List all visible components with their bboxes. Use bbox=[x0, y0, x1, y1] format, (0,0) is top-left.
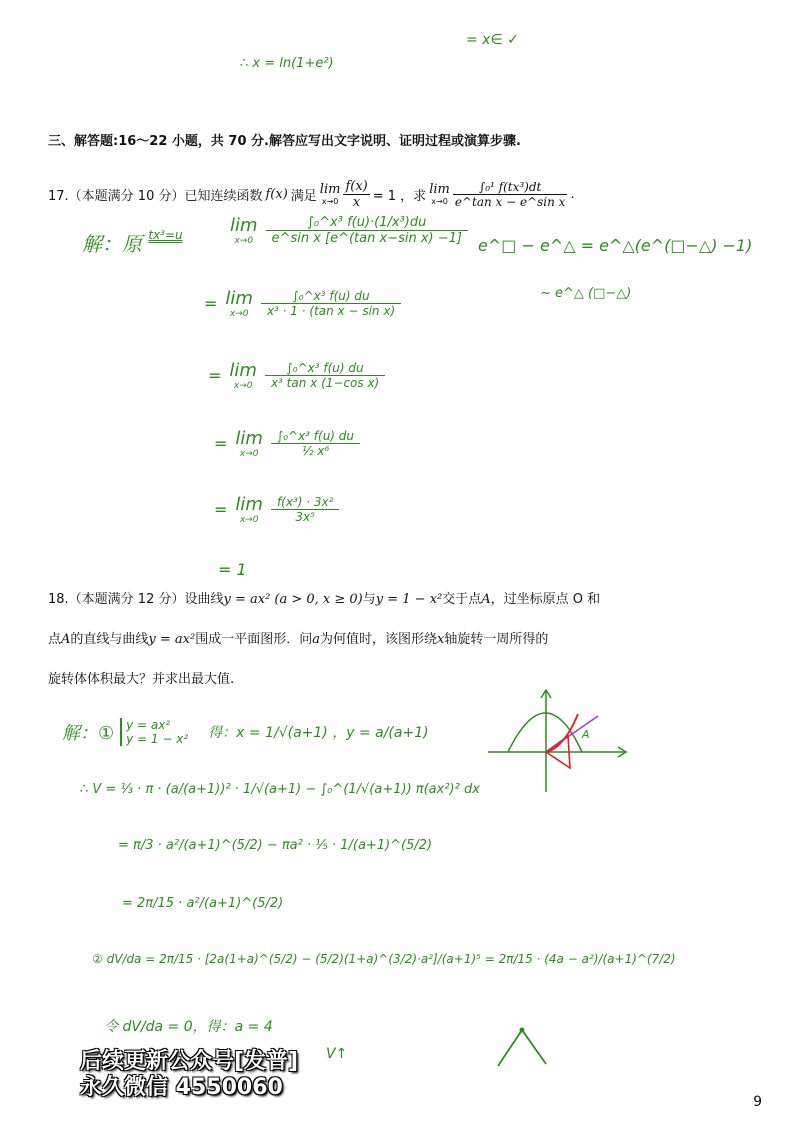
question-18-line1: 18.（本题满分 12 分）设曲线y = ax² (a > 0, x ≥ 0)与y = 1 − x²交于点A，过坐标原点 O 和 bbox=[48, 592, 601, 607]
section-heading: 三、解答题:16～22 小题，共 70 分.解答应写出文字说明、证明过程或演算步骤. bbox=[48, 134, 521, 149]
graph-parabola-down bbox=[508, 713, 582, 752]
q17-step4: = lim x→0 $\frac{\text{∫₀\textasciicircum{}x³ f(u) du}}{\text{½ x⁶}}$ bbox=[214, 428, 360, 459]
q17-step5: = lim x→0 $\frac{\text{f(x³) · 3x²}}{\text{3x⁵}}$ bbox=[214, 494, 339, 525]
watermark-line2: 永久微信 4550060 bbox=[80, 1075, 283, 1100]
q18-critical-point: 令 dV/da = 0，得：a = 4 bbox=[104, 1019, 273, 1035]
q17-cond: 满足 bbox=[290, 188, 317, 204]
q17-eq-one: = 1 ，求 bbox=[372, 188, 427, 204]
page-number: 9 bbox=[753, 1094, 762, 1110]
q17-result: = 1 bbox=[218, 560, 247, 579]
watermark-line1: 后续更新公众号[发普] bbox=[80, 1049, 299, 1074]
q17-aside-identity: e^□ − e^△ = e^△(e^(□−△) −1) bbox=[478, 236, 753, 255]
q17-step3: = lim x→0 $\frac{\text{∫₀\textasciicircum{}x³ f(u) du}}{\text{x³ tan x (1−cos x)}}$ bbox=[208, 360, 385, 391]
q18-volume-step2: = π/3 · a²/(a+1)^(5/2) − πa² · ⅕ · 1/(a+1)^(5/2) bbox=[118, 838, 433, 853]
question-17: 17.（本题满分 10 分）已知连续函数 f(x) 满足 lim x→0 $\frac{f(x)}{x}$ = 1 ，求 lim x→0 $\frac{\text{∫₀¹ f(tx³)dt}}{\text{e\textasciicircum{}tan x − e\textasciicircum{}sin x}}$ . bbox=[48, 178, 575, 210]
q17-lim-sub: x→0 bbox=[321, 197, 339, 206]
q17-fx: f(x) bbox=[265, 186, 288, 202]
q17-step2: = lim x→0 $\frac{\text{∫₀\textasciicircum{}x³ f(u) du}}{\text{x³ · 1 · (tan x − sin x)}}$ bbox=[204, 288, 401, 319]
q17-fraction: $\frac{f(x)}{x}$ bbox=[345, 178, 368, 210]
question-18-line2: 点A的直线与曲线y = ax²围成一平面图形．问a为何值时，该图形绕x轴旋转一周所得的 bbox=[48, 632, 549, 647]
q18-derivative: ② dV/da = 2π/15 · [2a(1+a)^(5/2) − (5/2)(1+a)^(3/2)·a²]/(a+1)⁵ = 2π/15 · (4a − a²)/(a+1)^(7/2) bbox=[92, 952, 676, 966]
q17-step1: lim x→0 $\frac{\text{∫₀\textasciicircum{}x³ f(u)·(1/x³)du}}{\text{e\textasciicircum{}sin x [e\textasciicircum{}(tan x−sin x) −1]}}$ bbox=[230, 215, 468, 246]
q18-sketch-graph bbox=[486, 684, 636, 794]
q17-label: 17.（本题满分 10 分）已知连续函数 bbox=[48, 188, 263, 204]
q17-solution-start: 解：原 $^{tx^3=u}$ bbox=[82, 228, 183, 256]
question-18-line3: 旋转体体积最大？并求出最大值. bbox=[48, 672, 235, 687]
handwritten-caret bbox=[494, 1024, 554, 1070]
graph-point-a: A bbox=[582, 728, 590, 741]
top-hand-check: = x∈ ✓ bbox=[466, 32, 519, 48]
q17-integral-fraction: $\frac{\text{∫₀¹ f(tx³)dt}}{\text{e\textasciicircum{}tan x − e\textasciicircum{}sin x}}$ bbox=[454, 179, 566, 209]
q18-solution-start: 解：① y = ax² y = 1 − x² 得：x = 1/√(a+1) ，y = a/(a+1) bbox=[62, 718, 429, 746]
top-hand-result: ∴ x = ln(1+e²) bbox=[240, 56, 334, 71]
q17-aside-equiv: ~ e^△ (□−△) bbox=[540, 286, 632, 301]
q18-volume-setup: ∴ V = ⅓ · π · (a/(a+1))² · 1/√(a+1) − ∫₀^(1/√(a+1)) π(ax²)² dx bbox=[80, 782, 480, 797]
q18-volume-step3: = 2π/15 · a²/(a+1)^(5/2) bbox=[122, 896, 284, 911]
q18-increasing: V↑ bbox=[326, 1046, 348, 1062]
